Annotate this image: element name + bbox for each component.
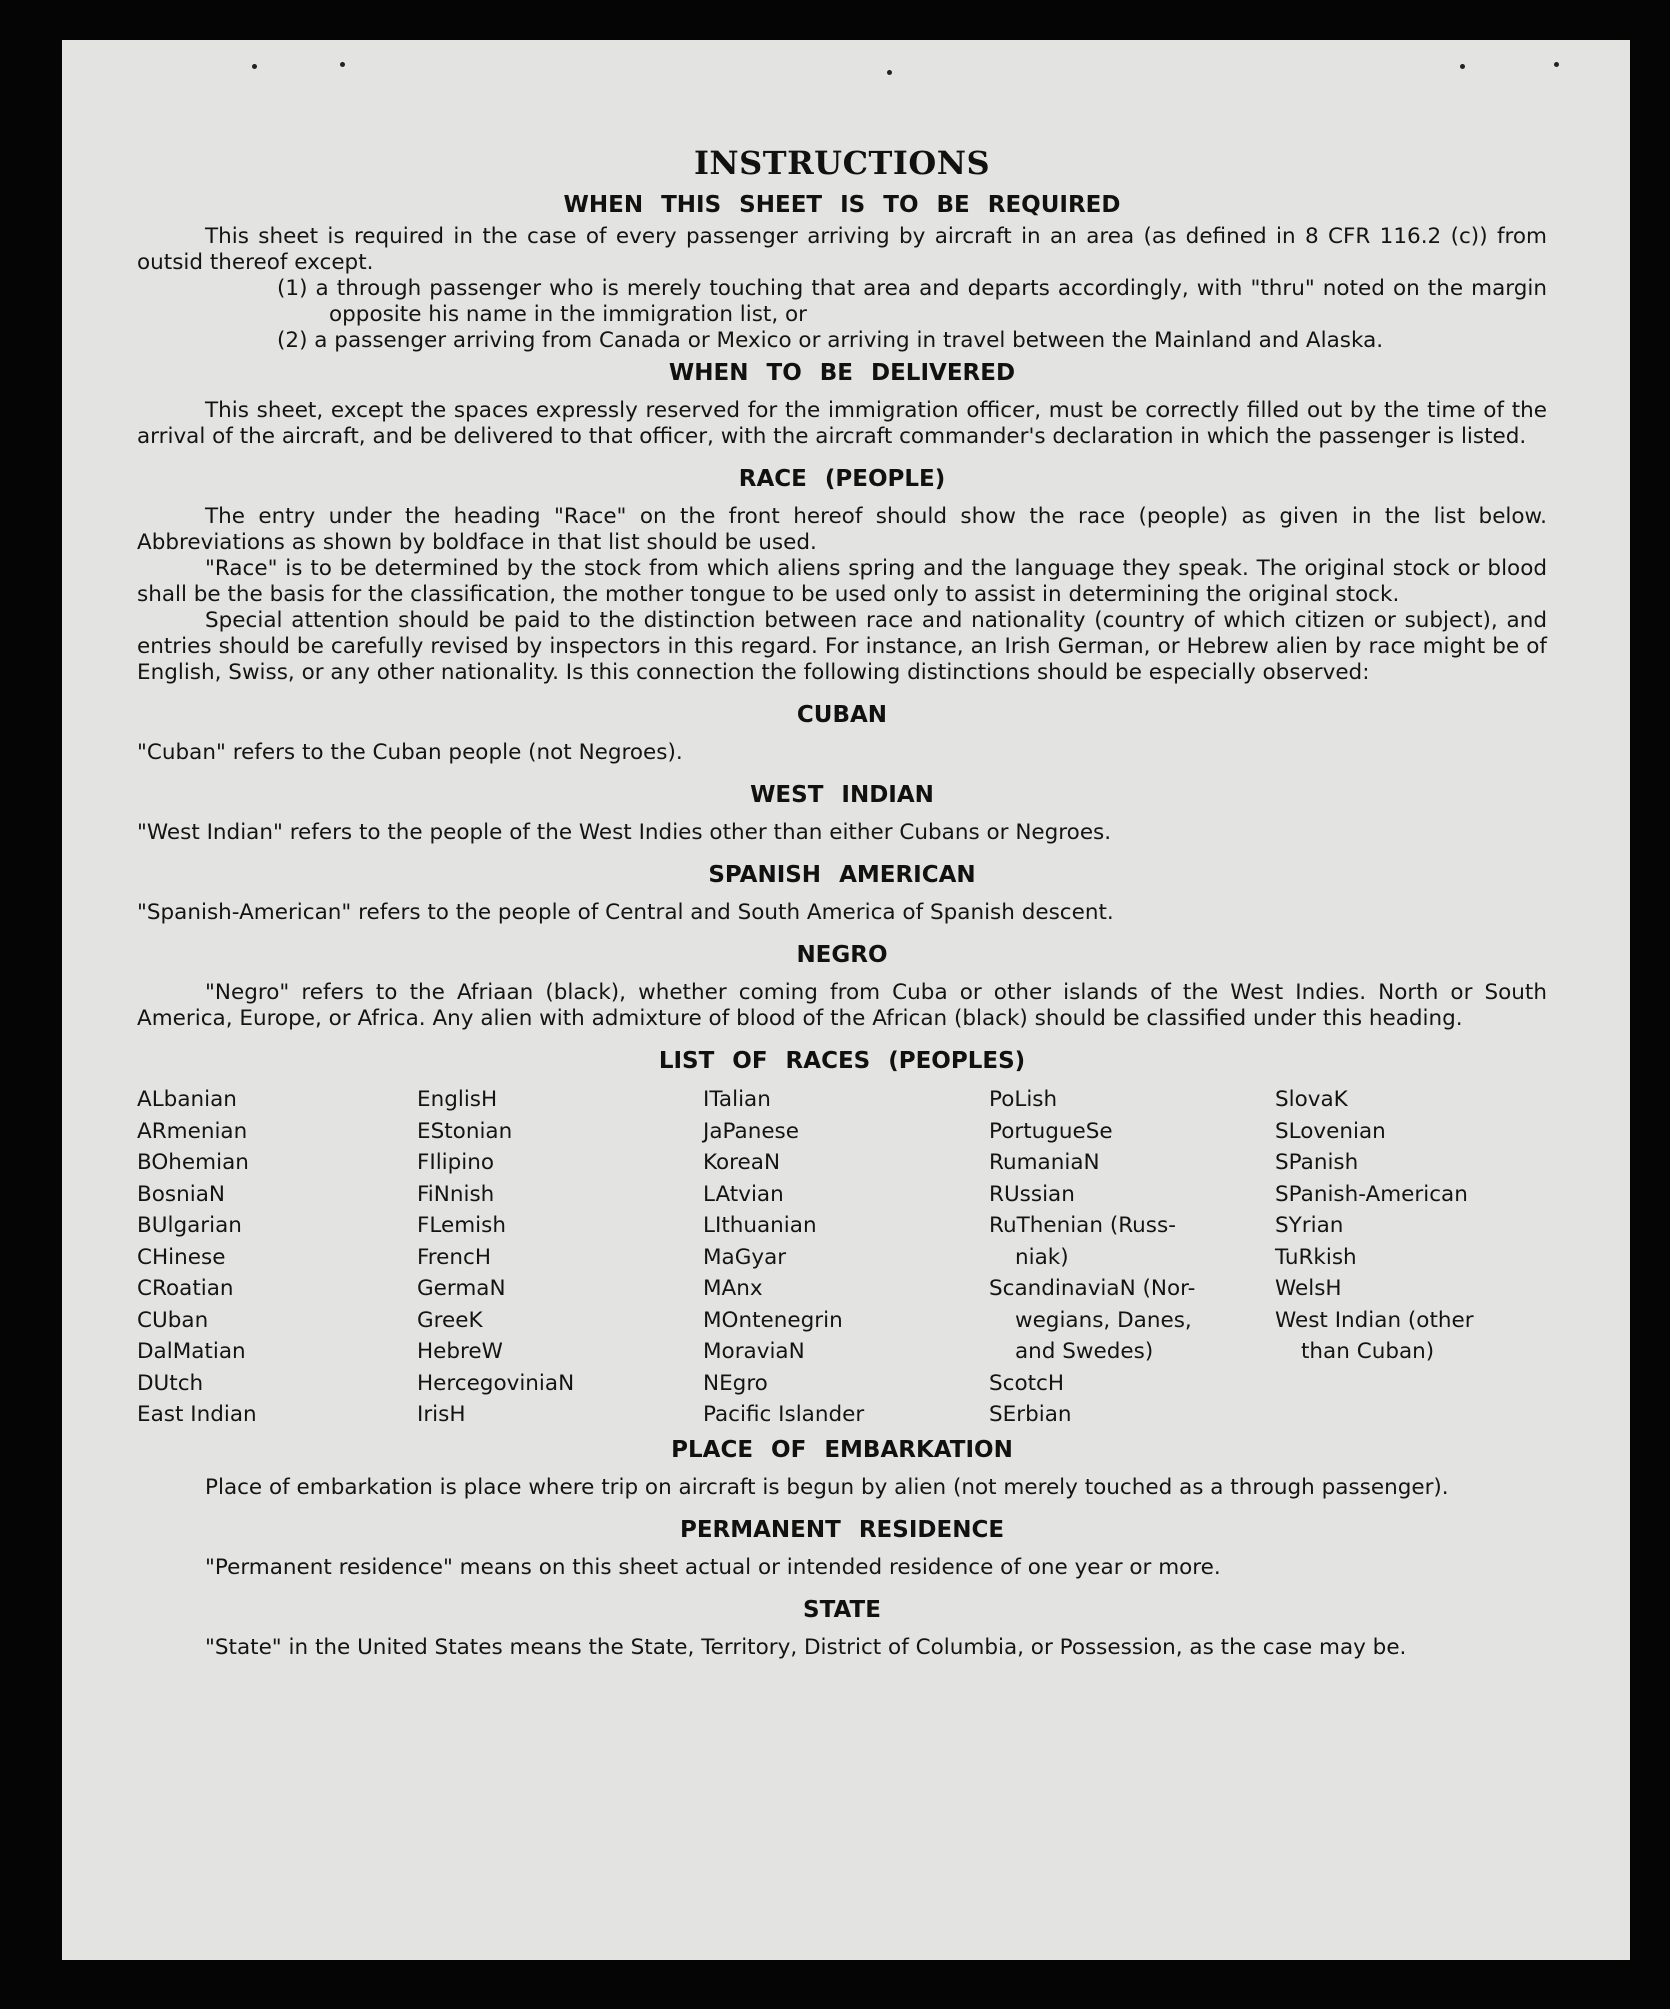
race-paragraph-2: "Race" is to be determined by the stock from which aliens spring and the language they speak. The original stock or blood shall be the basis for the classification, the mother tongue to be used only to assist in determining the original stock. bbox=[137, 556, 1547, 607]
race-entry: SYrian bbox=[1275, 1213, 1344, 1238]
race-entry: SErbian bbox=[989, 1402, 1072, 1427]
races-column-4 bbox=[989, 1084, 1275, 1431]
race-entry: SlovaK bbox=[1275, 1087, 1348, 1112]
page-title: INSTRUCTIONS bbox=[693, 144, 991, 182]
embarkation-text: Place of embarkation is place where trip on aircraft is begun by alien (not merely touched as a through passenger). bbox=[205, 1474, 1449, 1500]
speck bbox=[1460, 64, 1465, 69]
race-entry: FIlipino bbox=[417, 1150, 495, 1175]
required-exception-1: (1) a through passenger who is merely touching that area and departs accordingly, with "thru" noted on the margin opposite his name in the immigration list, or bbox=[277, 276, 1547, 327]
heading-when-required: WHEN THIS SHEET IS TO BE REQUIRED bbox=[563, 192, 1121, 218]
race-entry: TuRkish bbox=[1275, 1244, 1357, 1270]
race-entry: ARmenian bbox=[137, 1118, 248, 1144]
race-entry: GreeK bbox=[417, 1307, 483, 1333]
race-entry: West Indian (other bbox=[1275, 1307, 1474, 1333]
race-entry: SLovenian bbox=[1275, 1118, 1386, 1144]
race-entry: CUban bbox=[137, 1307, 209, 1333]
race-entry: JaPanese bbox=[703, 1118, 799, 1144]
race-entry: FrencH bbox=[417, 1244, 492, 1270]
heading-when-delivered: WHEN TO BE DELIVERED bbox=[668, 360, 1016, 386]
race-entry: Pacific Islander bbox=[703, 1402, 865, 1427]
races-column-2 bbox=[417, 1084, 703, 1431]
race-entry: GermaN bbox=[417, 1276, 506, 1301]
race-entry: CHinese bbox=[137, 1244, 226, 1270]
race-entry: BosniaN bbox=[137, 1181, 225, 1207]
race-entry: CRoatian bbox=[137, 1276, 234, 1301]
state-text: "State" in the United States means the State, Territory, District of Columbia, or Possession, as the case may be. bbox=[205, 1634, 1407, 1660]
race-entry: FLemish bbox=[417, 1213, 506, 1238]
race-entry: PoLish bbox=[989, 1087, 1058, 1112]
residence-text: "Permanent residence" means on this sheet actual or intended residence of one year or more. bbox=[205, 1554, 1221, 1580]
race-entry: PortugueSe bbox=[989, 1118, 1113, 1144]
race-entry: ScotcH bbox=[989, 1370, 1065, 1396]
race-entry: LIthuanian bbox=[703, 1213, 817, 1238]
race-entry: SPanish-American bbox=[1275, 1181, 1468, 1207]
heading-state: STATE bbox=[803, 1596, 881, 1623]
race-entry: ITalian bbox=[703, 1087, 771, 1112]
race-paragraph-3: Special attention should be paid to the distinction between race and nationality (country of which citizen or subject), and entries should be carefully revised by inspectors in this regard. For instance, an Irish German, or Hebrew alien by race might be of English, Swiss, or any other nationality. Is this connection the following distinctions should be especially observed: bbox=[137, 608, 1547, 685]
heading-spanish-american: SPANISH AMERICAN bbox=[708, 862, 976, 888]
delivered-text: This sheet, except the spaces expressly reserved for the immigration officer, must be correctly filled out by the time of the arrival of the aircraft, and be delivered to that officer, with the aircraft commander's declaration in which the passenger is listed. bbox=[137, 398, 1547, 449]
race-entry: RumaniaN bbox=[989, 1150, 1100, 1175]
races-column-3 bbox=[703, 1084, 989, 1431]
heading-negro: NEGRO bbox=[796, 942, 888, 968]
race-entry: HebreW bbox=[417, 1339, 503, 1364]
speck bbox=[252, 64, 257, 69]
instructions-content bbox=[137, 140, 1547, 1661]
race-entry: DalMatian bbox=[137, 1339, 246, 1364]
race-entry: LAtvian bbox=[703, 1181, 784, 1207]
race-entry: SPanish bbox=[1275, 1150, 1359, 1175]
races-column-5 bbox=[1275, 1084, 1547, 1431]
race-entry: RUssian bbox=[989, 1181, 1075, 1207]
race-paragraph-1: The entry under the heading "Race" on the front hereof should show the race (people) as given in the list below. Abbreviations as shown by boldface in that list should be used. bbox=[137, 504, 1547, 555]
negro-text: "Negro" refers to the Afriaan (black), whether coming from Cuba or other islands of the West Indies. North or South America, Europe, or Africa. Any alien with admixture of blood of the African (black) should be classified under this heading. bbox=[137, 980, 1547, 1031]
required-intro: This sheet is required in the case of every passenger arriving by aircraft in an area (as defined in 8 CFR 116.2 (c)) from outsid thereof except. bbox=[137, 224, 1547, 275]
required-exception-2: (2) a passenger arriving from Canada or Mexico or arriving in travel between the Mainland and Alaska. bbox=[277, 328, 1384, 353]
race-entry: MaGyar bbox=[703, 1244, 787, 1270]
race-entry: WelsH bbox=[1275, 1276, 1342, 1301]
race-entry: IrisH bbox=[417, 1402, 466, 1427]
heading-cuban: CUBAN bbox=[796, 702, 888, 728]
west-indian-text: "West Indian" refers to the people of the West Indies other than either Cubans or Negroes. bbox=[137, 820, 1112, 845]
race-entry: BOhemian bbox=[137, 1150, 249, 1175]
cuban-text: "Cuban" refers to the Cuban people (not Negroes). bbox=[137, 740, 683, 765]
race-entry: DUtch bbox=[137, 1370, 204, 1396]
race-entry: MOntenegrin bbox=[703, 1307, 843, 1333]
speck bbox=[887, 70, 892, 75]
race-entry: and Swedes) bbox=[1015, 1339, 1154, 1364]
race-entry: KoreaN bbox=[703, 1150, 781, 1175]
race-entry: ScandinaviaN (Nor- bbox=[989, 1276, 1196, 1301]
heading-list-of-races: LIST OF RACES (PEOPLES) bbox=[658, 1048, 1026, 1074]
race-entry: NEgro bbox=[703, 1370, 768, 1396]
race-entry: wegians, Danes, bbox=[1015, 1307, 1192, 1333]
race-entry: BUlgarian bbox=[137, 1213, 242, 1238]
document-page bbox=[62, 40, 1630, 1960]
race-entry: MAnx bbox=[703, 1276, 763, 1301]
heading-permanent-residence: PERMANENT RESIDENCE bbox=[679, 1516, 1005, 1543]
race-entry: EnglisH bbox=[417, 1087, 498, 1112]
heading-west-indian: WEST INDIAN bbox=[750, 782, 934, 808]
heading-place-of-embarkation: PLACE OF EMBARKATION bbox=[671, 1436, 1013, 1463]
heading-race: RACE (PEOPLE) bbox=[738, 466, 946, 492]
races-list bbox=[137, 1084, 1547, 1431]
race-entry: than Cuban) bbox=[1301, 1339, 1435, 1364]
race-entry: East Indian bbox=[137, 1402, 257, 1427]
speck bbox=[1554, 62, 1559, 67]
race-entry: MoraviaN bbox=[703, 1339, 805, 1364]
speck bbox=[340, 62, 345, 67]
race-entry: ALbanian bbox=[137, 1087, 237, 1112]
spanish-american-text: "Spanish-American" refers to the people of Central and South America of Spanish descent. bbox=[137, 900, 1114, 925]
race-entry: RuThenian (Russ- bbox=[989, 1213, 1176, 1238]
race-entry: EStonian bbox=[417, 1118, 513, 1144]
race-entry: FiNnish bbox=[417, 1181, 495, 1207]
race-entry: HercegoviniaN bbox=[417, 1370, 575, 1396]
race-entry: niak) bbox=[1015, 1244, 1069, 1270]
races-column-1 bbox=[137, 1084, 417, 1431]
